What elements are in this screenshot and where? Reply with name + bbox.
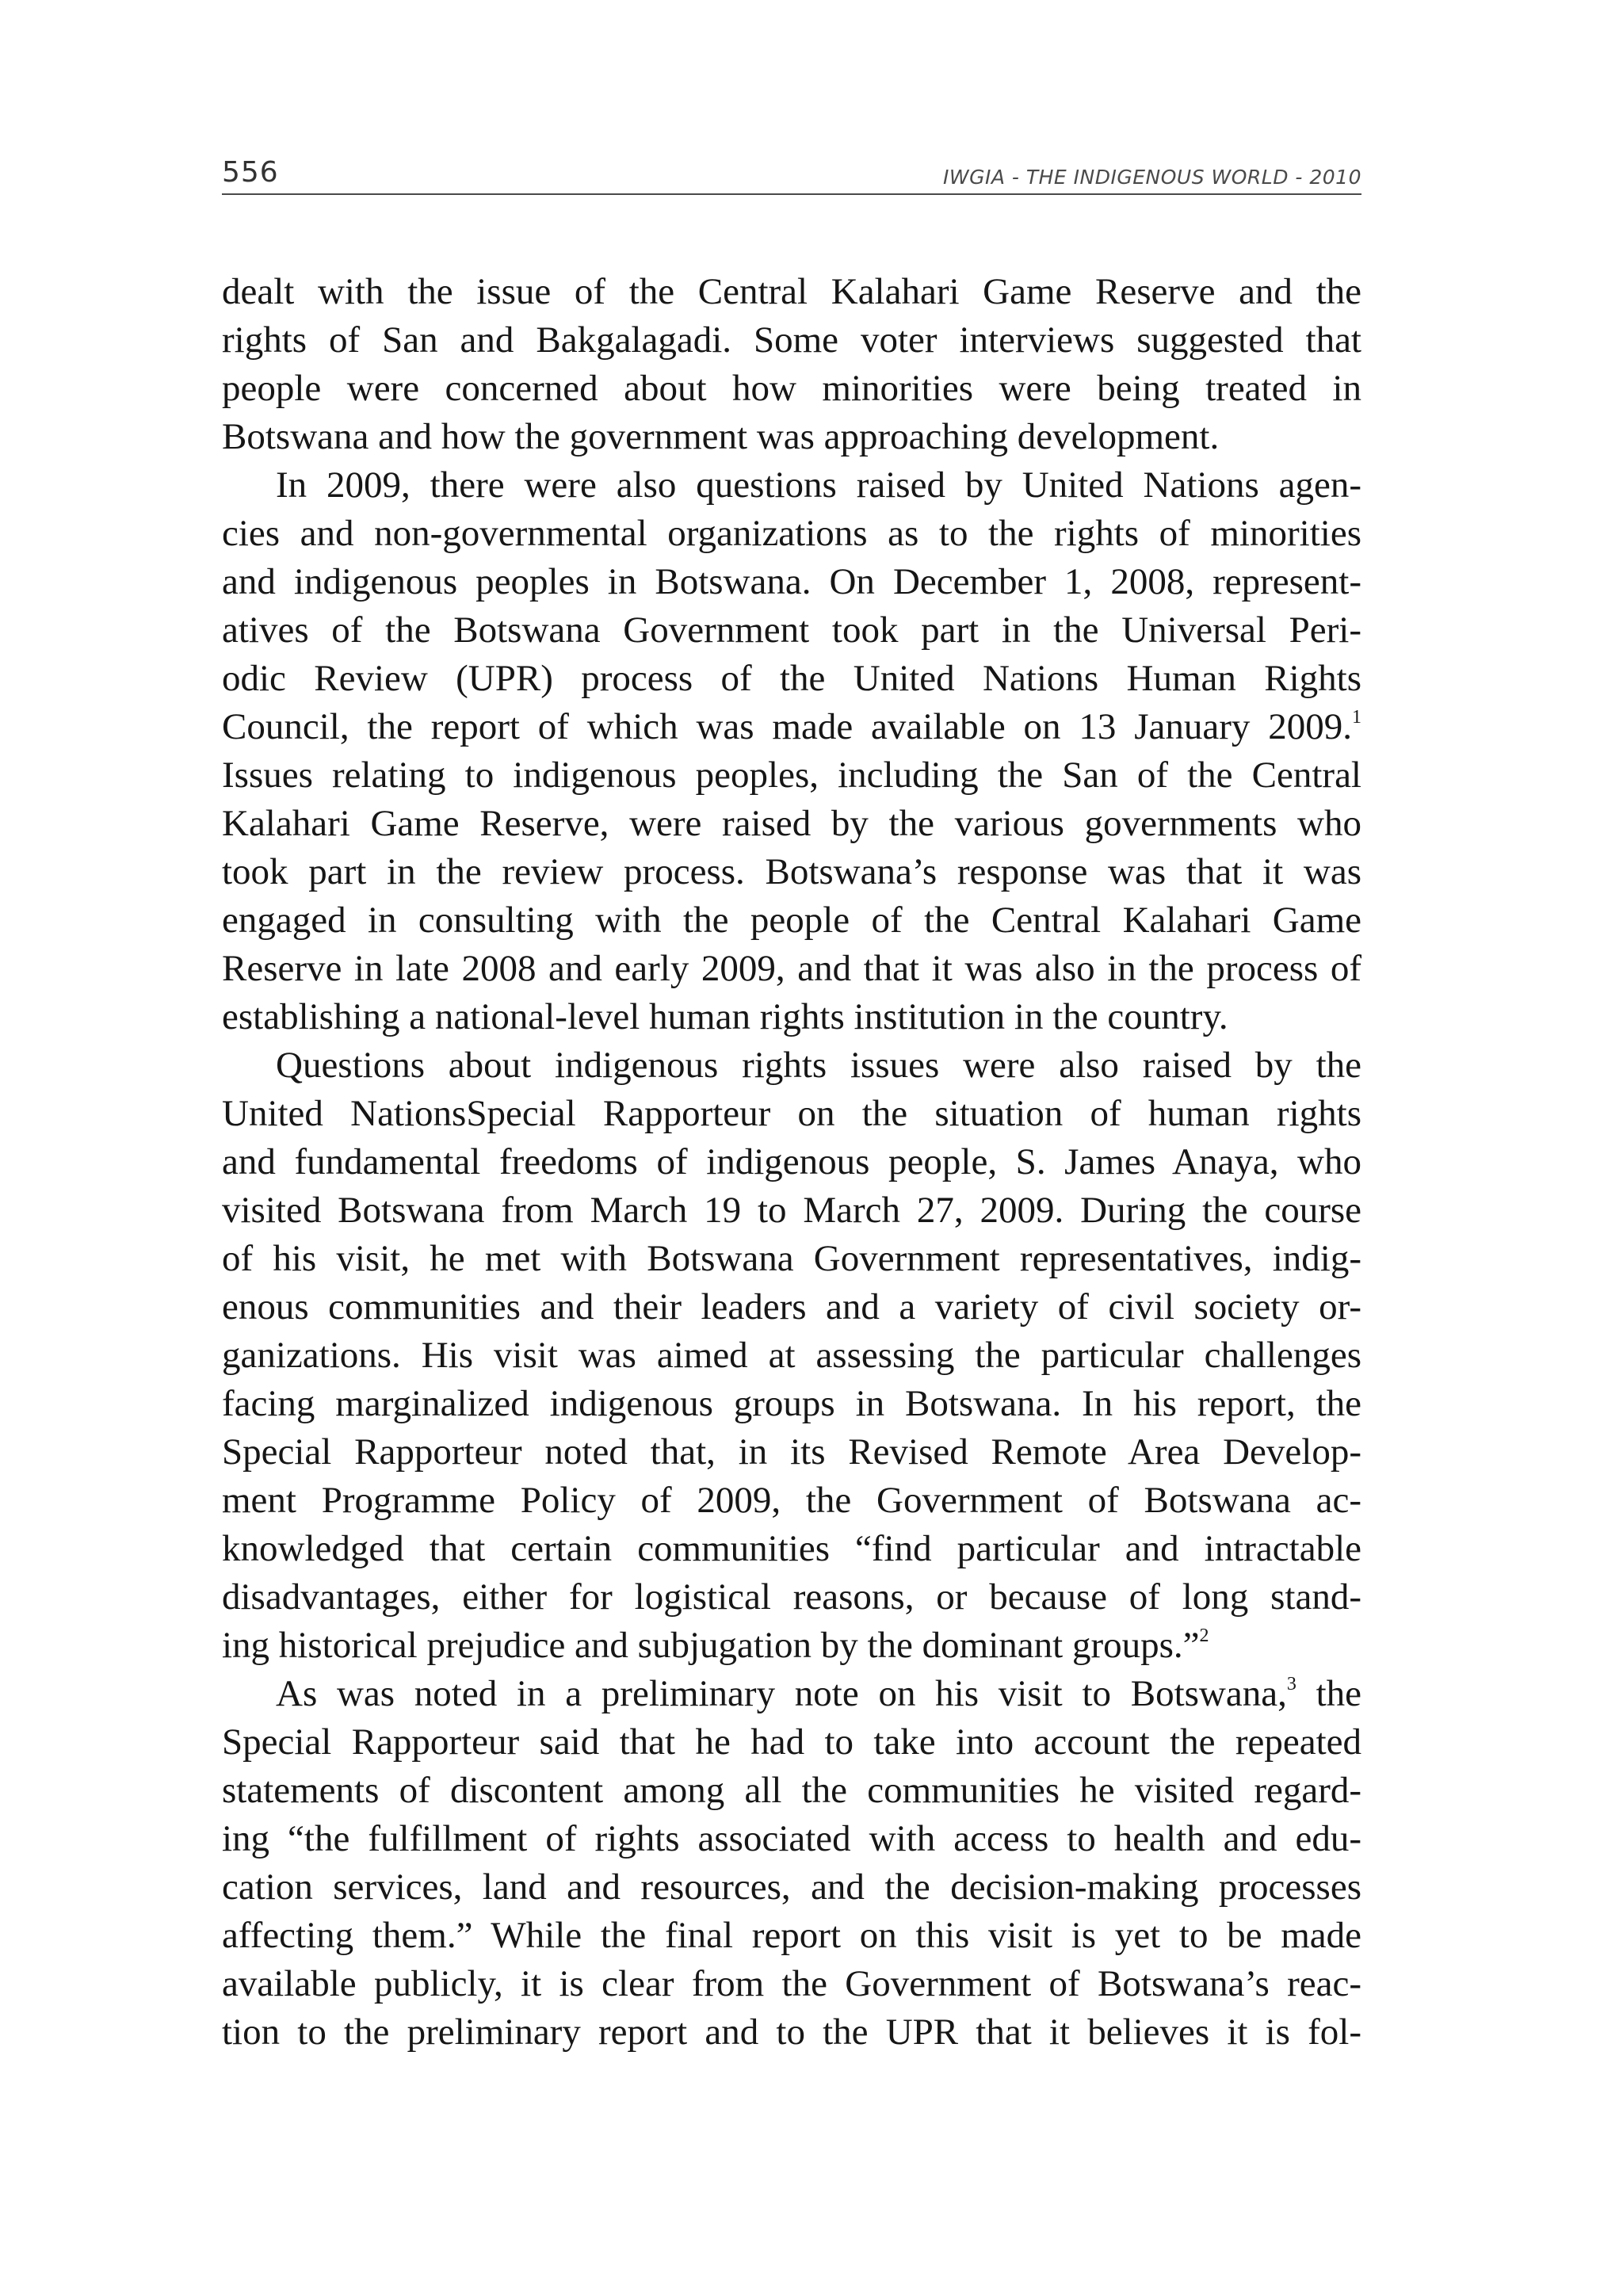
text-line-content: Council, the report of which was made available on 13 January 2009. (222, 706, 1352, 747)
page-number: 556 (222, 156, 279, 189)
text-line: dealt with the issue of the Central Kalahari Game Reserve and the (222, 271, 1361, 312)
text-line: ganizations. His visit was aimed at assessing the particular challenges (222, 1335, 1361, 1376)
text-line-content: ing historical prejudice and subjugation by the dominant groups.” (222, 1625, 1200, 1666)
text-line: visited Botswana from March 19 to March 27, 2009. During the course (222, 1190, 1361, 1231)
text-line: odic Review (UPR) process of the United Nations Human Rights (222, 658, 1361, 699)
text-line: Special Rapporteur said that he had to take into account the repeated (222, 1721, 1361, 1763)
text-line (222, 1670, 1361, 1718)
text-line: and indigenous peoples in Botswana. On December 1, 2008, represent- (222, 561, 1361, 602)
text-line: facing marginalized indigenous groups in Botswana. In his report, the (222, 1383, 1361, 1424)
text-line (222, 1622, 1361, 1670)
text-line: Issues relating to indigenous peoples, including the San of the Central (222, 755, 1361, 796)
text-line: rights of San and Bakgalagadi. Some voter interviews suggested that (222, 319, 1361, 361)
paragraph-2 (222, 461, 1361, 1041)
text-line: cation services, land and resources, and the decision-making processes (222, 1866, 1361, 1908)
text-line: Reserve in late 2008 and early 2009, and that it was also in the process of (222, 948, 1361, 989)
text-line: took part in the review process. Botswana’s response was that it was (222, 851, 1361, 892)
text-line: Kalahari Game Reserve, were raised by the various governments who (222, 803, 1361, 844)
text-line (222, 703, 1361, 751)
text-line: In 2009, there were also questions raised by United Nations agen- (276, 464, 1361, 506)
footnote-ref-1: 1 (1352, 707, 1361, 728)
running-head: IWGIA - THE INDIGENOUS WORLD - 2010 (942, 166, 1361, 189)
text-line: Special Rapporteur noted that, in its Revised Remote Area Develop- (222, 1431, 1361, 1473)
text-line: of his visit, he met with Botswana Government representatives, indig- (222, 1238, 1361, 1279)
text-line: available publicly, it is clear from the Government of Botswana’s reac- (222, 1963, 1361, 2004)
text-line-content: As was noted in a preliminary note on his visit to Botswana, (276, 1673, 1287, 1714)
text-line: affecting them.” While the final report on this visit is yet to be made (222, 1915, 1361, 1956)
text-line: and fundamental freedoms of indigenous people, S. James Anaya, who (222, 1141, 1361, 1182)
paragraph-3 (222, 1041, 1361, 1670)
text-line: knowledged that certain communities “find particular and intractable (222, 1528, 1361, 1569)
text-line: engaged in consulting with the people of the Central Kalahari Game (222, 900, 1361, 941)
paragraph-1 (222, 268, 1361, 461)
text-line: enous communities and their leaders and a variety of civil society or- (222, 1286, 1361, 1328)
text-line: atives of the Botswana Government took part in the Universal Peri- (222, 609, 1361, 651)
text-line: Questions about indigenous rights issues were also raised by the (276, 1045, 1361, 1086)
paragraph-4 (222, 1670, 1361, 2057)
text-line: tion to the preliminary report and to the UPR that it believes it is fol- (222, 2011, 1361, 2053)
text-line: United NationsSpecial Rapporteur on the situation of human rights (222, 1093, 1361, 1134)
text-line: establishing a national-level human rights institution in the country. (222, 996, 1228, 1037)
page-header (222, 152, 1361, 195)
footnote-ref-3: 3 (1286, 1674, 1296, 1694)
text-line: ment Programme Policy of 2009, the Government of Botswana ac- (222, 1480, 1361, 1521)
footnote-ref-2: 2 (1199, 1626, 1209, 1646)
text-line: cies and non-governmental organizations as to the rights of minorities (222, 513, 1361, 554)
text-line: ing “the fulfillment of rights associated with access to health and edu- (222, 1818, 1361, 1859)
text-line-tail: the (1296, 1673, 1361, 1714)
text-line: Botswana and how the government was approaching development. (222, 416, 1220, 457)
text-line: statements of discontent among all the communities he visited regard- (222, 1770, 1361, 1811)
text-line: disadvantages, either for logistical reasons, or because of long stand- (222, 1576, 1361, 1618)
text-line: people were concerned about how minorities were being treated in (222, 368, 1361, 409)
body-text (222, 268, 1361, 2057)
